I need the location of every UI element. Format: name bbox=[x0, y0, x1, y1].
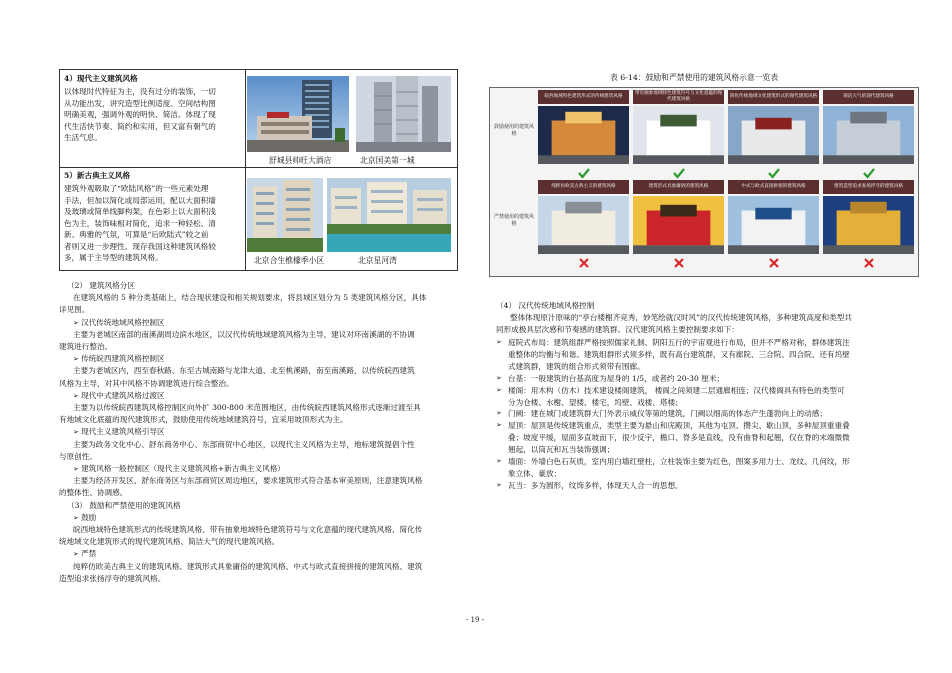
style-example-photo bbox=[823, 196, 914, 254]
style-figure bbox=[489, 87, 919, 277]
paragraph-line: 风格为主导，对其中风格不协调建筑进行综合整治。 bbox=[59, 378, 234, 388]
residential-caption: 北京合生樵檬季小区 bbox=[254, 256, 325, 265]
paragraph-line: 与原创性。 bbox=[59, 451, 97, 461]
paragraph-line: 在建筑风格的 5 种分类基础上，结合现状建设和相关规划要求，将县城区划分为 5 类建筑风格分区，具体 bbox=[73, 293, 427, 303]
bullet-item: ➢ 汉代传统地域风格控制区 bbox=[73, 317, 165, 327]
arrow-bullet-icon: ➢ bbox=[73, 318, 82, 327]
arrow-bullet-icon: ➢ bbox=[73, 513, 82, 522]
neoclassical-title: 5）新古典主义风格 bbox=[64, 171, 131, 180]
requirement-item: ➢ 屋顶：屋顶是传统建筑重点，类型主要为悬山和庑殿顶，其他为屯顶、攒尖、歇山顶，多种屋顶重重叠 bbox=[496, 421, 850, 431]
bullet-item: ➢ 传统皖西建筑风格控制区 bbox=[73, 354, 165, 364]
arrow-bullet-icon: ➢ bbox=[496, 338, 502, 346]
hotel-photo bbox=[247, 76, 349, 152]
cross-icon bbox=[673, 257, 685, 269]
style-example-photo bbox=[538, 196, 629, 254]
checkmark-icon bbox=[673, 167, 685, 179]
style-example-photo bbox=[633, 196, 724, 254]
figure-column-header: 建筑形式具象庸俗的建筑风格 bbox=[633, 180, 724, 194]
style-example-photo bbox=[538, 106, 629, 164]
requirement-item-cont: 式建筑群，建筑的组合形式须带有围廊。 bbox=[508, 361, 645, 371]
arrow-bullet-icon: ➢ bbox=[496, 373, 502, 382]
arrow-bullet-icon: ➢ bbox=[73, 355, 82, 364]
cross-icon bbox=[863, 257, 875, 269]
bullet-item: ➢ 建筑风格一般控制区（现代主义建筑风格+新古典主义风格） bbox=[73, 464, 285, 473]
towers-photo bbox=[356, 76, 451, 152]
pool-photo bbox=[327, 178, 451, 252]
style-example-photo bbox=[823, 106, 914, 164]
cross-icon bbox=[768, 257, 780, 269]
paragraph-line: 主要为老城区南部的南溪湖周边滨水地区，以汉代传统地域建筑风格为主导，建议对环南溪湖的不协调 bbox=[73, 329, 415, 339]
figure-column-header: 纯粹仿欧美古典主义的建筑风格 bbox=[538, 180, 629, 194]
paragraph-line: 详见图。 bbox=[59, 305, 90, 315]
row-label-forbidden: 严禁使用的建筑风格 bbox=[494, 214, 535, 227]
arrow-bullet-icon: ➢ bbox=[73, 391, 82, 400]
requirement-item: ➢ 庭院式布局：建筑组群严格按照儒家礼制、阴阳五行的宇宙观进行布局，但并不严格对称，群体建筑注 bbox=[496, 338, 850, 347]
subsection-heading: （3） 鼓励和严禁使用的建筑风格 bbox=[67, 500, 181, 510]
paragraph-line: 有地域文化底蕴的现代建筑形式，鼓励使用传统地域建筑符号，宜采用坡顶形式为主。 bbox=[59, 415, 348, 425]
figure-column-header: 简洁大气的现代建筑风格 bbox=[823, 90, 914, 104]
paragraph-line: 皖西地域特色建筑形式的传统建筑风格、带有抽象地域特色建筑符号与文化意蕴的现代建筑风格、简化传 bbox=[73, 525, 423, 534]
towers-caption: 北京国美第一城 bbox=[360, 156, 415, 165]
bullet-item: ➢ 现代主义建筑风格引导区 bbox=[73, 427, 165, 437]
arrow-bullet-icon: ➢ bbox=[496, 457, 502, 465]
subsection-heading: （2） 建筑风格分区 bbox=[67, 281, 135, 290]
figure-column-header: 皖西地域特色建筑形式的传统建筑风格 bbox=[538, 90, 629, 104]
paragraph-line: 主要为以传统皖西建筑风格控制区向外扩 300-800 米范围地区，由传统皖西建筑风格形式逐渐过渡至具 bbox=[73, 403, 421, 412]
checkmark-icon bbox=[578, 167, 590, 179]
bullet-item: ➢ 现代中式建筑风格过渡区 bbox=[73, 390, 165, 400]
paragraph-line: 纯粹仿欧美古典主义的建筑风格、建筑形式具象庸俗的建筑风格、中式与欧式直接拼接的建筑风格、建筑 bbox=[73, 561, 423, 571]
style-example-photo bbox=[728, 106, 819, 164]
section-heading: （4） 汉代传统地域风格控制 bbox=[496, 301, 595, 310]
arrow-bullet-icon: ➢ bbox=[73, 465, 82, 473]
requirement-item-cont: 叠；坡度平缓，屋面多直坡而下，很少反宇，檐口、脊多是直线，没有曲脊和起翘，仅在脊的末端微微 bbox=[508, 433, 850, 443]
paragraph-line: 的整体性、协调感。 bbox=[59, 488, 128, 498]
arrow-bullet-icon: ➢ bbox=[73, 550, 82, 559]
requirement-item: ➢ 墙面：外墙白色石灰质，室内用白墙红壁柱，立柱装饰主要为红色，图案多用力士、龙纹、几何纹，形 bbox=[496, 457, 850, 466]
paragraph-line: 主要为经济开发区、舒东商务区与东部商贸区周边地区，要求建筑形式符合基本审美原则，注意建筑风格 bbox=[73, 476, 423, 486]
requirement-item-cont: 重整体的均衡与和谐。建筑组群形式须多样，既有高台建筑群，又有廊院、三合院、四合院、还有坞壁 bbox=[508, 349, 850, 359]
page-number: - 19 - bbox=[466, 616, 485, 624]
intro-line-1: 整体体现原汁原味的“亭台楼榭齐竞秀，妙笔绘就汉时风”的汉代传统建筑风格，多种建筑高度和类型共 bbox=[510, 313, 852, 322]
row-label-encouraged: 鼓励使用的建筑风格 bbox=[494, 124, 535, 137]
requirement-item-cont: 象立体、豪放； bbox=[508, 468, 562, 478]
style-example-photo bbox=[633, 106, 724, 164]
requirement-item-cont: 分为仓楼、水榭、望楼、楼宅，坞壁、戏楼、塔楼； bbox=[508, 397, 683, 407]
style-example-photo bbox=[728, 196, 819, 254]
intro-line-2: 同形成极具层次感和节奏感的建筑群。汉代建筑风格主要控制要求如下： bbox=[496, 325, 739, 334]
pool-caption: 北京星河湾 bbox=[358, 256, 397, 265]
arrow-bullet-icon: ➢ bbox=[496, 421, 502, 430]
arrow-bullet-icon: ➢ bbox=[496, 480, 502, 489]
arrow-bullet-icon: ➢ bbox=[73, 428, 82, 437]
cross-icon bbox=[578, 257, 590, 269]
figure-column-header: 中式与欧式直接拼接的建筑风格 bbox=[728, 180, 819, 194]
modern-style-title: 4）现代主义建筑风格 bbox=[64, 74, 138, 83]
requirement-item: ➢ 台基：一般建筑的台基高度为屋身的 1/5，或者约 20-30 厘米； bbox=[496, 373, 725, 383]
requirement-item: ➢ 门阙：建在城门或建筑群大门外表示威仪等第的建筑，门阙以细高的体态产生蓬勃向上的动感； bbox=[496, 409, 827, 419]
paragraph-line: 主要为老城区内，西至春秋路、东至古城南路与龙津大道、北至桃溪路，南至南溪路，以传统皖西建筑 bbox=[73, 366, 415, 376]
requirement-item: ➢ 瓦当：多为圆形，纹饰多样，体现天人合一的思想。 bbox=[496, 480, 683, 490]
hotel-caption: 舒城县帅旺大酒店 bbox=[269, 156, 332, 165]
table-divider bbox=[60, 167, 457, 168]
checkmark-icon bbox=[863, 167, 875, 179]
bullet-item: ➢ 严禁 bbox=[73, 549, 97, 559]
table-divider-vertical bbox=[245, 70, 246, 270]
paragraph-line: 主要为政务文化中心、舒东商务中心、东部商贸中心地区，以现代主义风格为主导，地标建筑提倡个性 bbox=[73, 439, 415, 449]
figure-column-header: 建筑造型追求张扬浮夸的建筑风格 bbox=[823, 180, 914, 194]
figure-caption: 表 6-14：鼓励和严禁使用的建筑风格示意一览表 bbox=[610, 73, 779, 82]
modern-style-desc: 以体现时代特征为主，没有过分的装饰，一切 从功能出发，讲究造型比例适度、空间结构图 明确美观，强调外观的明快、简洁。体现了现 代生活快节奏、简约和实用，但又富有朝气的 生活气息。 bbox=[64, 87, 216, 142]
arrow-bullet-icon: ➢ bbox=[496, 409, 502, 418]
paragraph-line: 建筑进行整治。 bbox=[59, 342, 113, 351]
requirement-item-cont: 翘起，以筒瓦和瓦当装饰强调； bbox=[508, 445, 615, 455]
arrow-bullet-icon: ➢ bbox=[496, 385, 502, 394]
neoclassical-desc: 建筑外观吸取了“欧陆风格”的一些元素处理 手法，但加以简化或局部运用，配以大面积墙 及玻璃或简单线脚构架，在色彩上以大面积浅 色为主，装饰味相对简化，追求一种轻松、清 新、典雅的气氛，可算是“后欧陆式”较之前 者则又进一步理性。现存我国这种建筑风格较 多，属于主导型的建筑风格。 bbox=[64, 184, 216, 262]
residential-photo bbox=[247, 178, 323, 252]
paragraph-line: 统地域文化建筑形式的现代建筑风格、简洁大气的现代建筑风格。 bbox=[59, 537, 280, 547]
figure-column-header: 简化传统地域文化建筑形式的现代建筑风格 bbox=[728, 90, 819, 104]
bullet-item: ➢ 鼓励 bbox=[73, 512, 97, 522]
figure-column-header: 带有抽象地域特色建筑符号与文化意蕴的现代建筑风格 bbox=[634, 91, 723, 102]
checkmark-icon bbox=[768, 167, 780, 179]
paragraph-line: 造型追求张扬浮夸的建筑风格。 bbox=[59, 573, 166, 583]
requirement-item: ➢ 楼阁：用木构（仿木）技术建设楼阁建筑， 楼阁之间须建二层通廊相连；汉代楼阁具有特色的类型可 bbox=[496, 385, 845, 395]
